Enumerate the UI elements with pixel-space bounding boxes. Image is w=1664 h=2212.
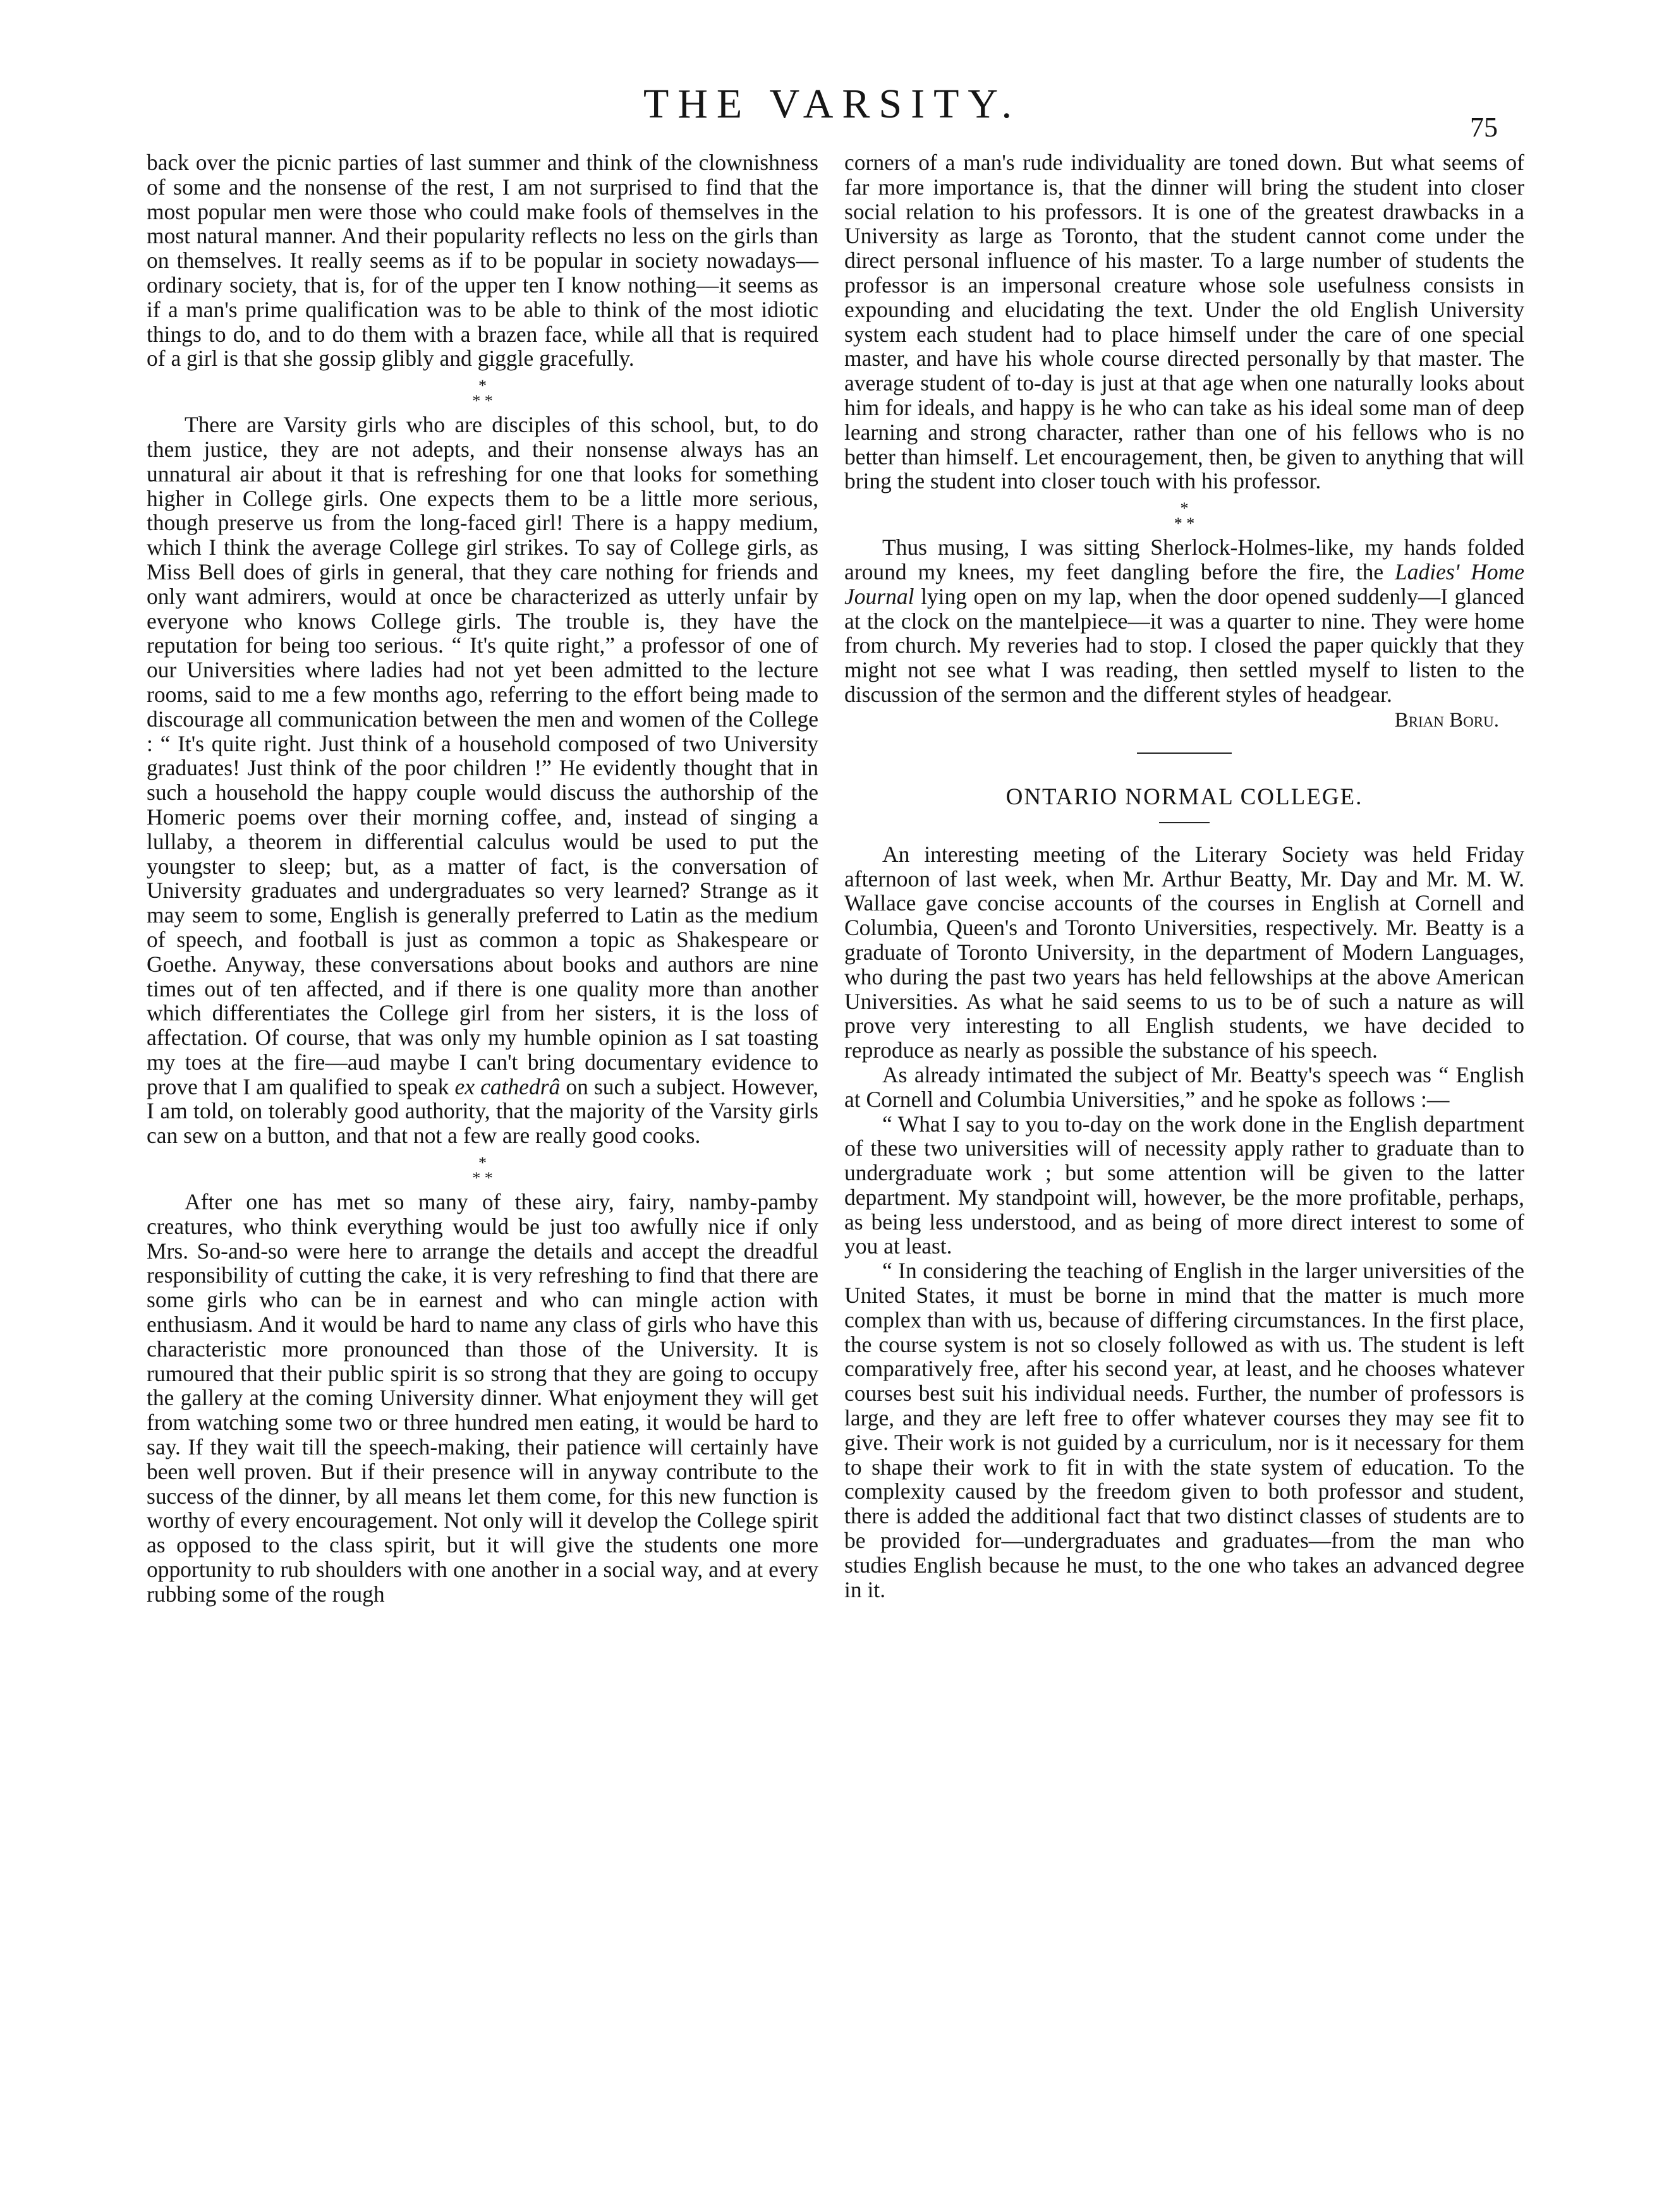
page-number: 75	[1470, 112, 1498, 143]
section-break	[147, 1156, 818, 1186]
asterism-bottom: * *	[472, 392, 493, 411]
paragraph: As already intimated the subject of Mr. Beatty's speech was “ English at Cornell and Columbia Universities,” and he spoke as follows :—	[844, 1061, 1524, 1112]
paragraph: “ What I say to you to-day on the work done in the English department of these two universities will of necessity apply rather to graduate than to undergraduate work ; but some attention will be given to the latter department. My standpoint will, however, be the more profitable, perhaps, as being less understood, and as being of more direct interest to some of you at least.	[844, 1111, 1524, 1259]
section-heading: ONTARIO NORMAL COLLEGE.	[1005, 783, 1363, 810]
asterism-bottom: * *	[472, 1169, 493, 1188]
paragraph-text: There are Varsity girls who are disciples of this school, but, to do them justice, they are not adepts, and their nonsense always has an unnatural air about it that is refreshing for one that looks for something higher in College girls. One expects them to be a little more serious, though preserve us from the long-faced girl! There is a happy medium, which I think the average College girl strikes. To say of College girls, as Miss Bell does of girls in general, that they care nothing for friends and only want admirers, would at once be characterized as utterly unfair by everyone who knows College girls. The trouble is, they have the reputation for being too serious. “ It's quite right,” a professor of one of our Universities where ladies had not yet been admitted to the lecture rooms, said to me a few months ago, referring to the effort being made to discourage all communication between the men and women of the College : “ It's quite right. Just think of a household composed of two University graduates! Just think of the poor children !” He evidently thought that in such a household the happy couple would discuss the authorship of the Homeric poems over their morning coffee, and, instead of singing a lullaby, a theorem in differential calculus would be used to put the youngster to sleep; but, as a matter of fact, is the conversation of University graduates and undergraduates so very learned? Strange as it may seem to some, English is generally preferred to Latin as the medium of speech, and football is just as common a topic as Shakespeare or Goethe. Anyway, these conversations about books and authors are nine times out of ten affected, and if there is one quality more than another which differentiates the College girl from her sisters, it is the loss of affectation. Of course, that was only my humble opinion as I sat toasting my toes at the fire—aud maybe I can't bring documentary evidence to prove that I am qualified to speak	[147, 412, 818, 1099]
asterism-top: *	[1180, 499, 1189, 518]
italic-title: Ladies' Home Journal	[844, 559, 1524, 609]
right-column	[844, 150, 1524, 1602]
masthead: THE VARSITY.	[643, 81, 1021, 127]
paragraph: An interesting meeting of the Literary Society was held Friday afternoon of last week, when Mr. Arthur Beatty, Mr. Day and Mr. M. W. Wallace gave concise accounts of the courses in English at Cornell and Columbia, Queen's and Toronto Universities, respectively. Mr. Beatty is a graduate of Toronto University, in the department of Modern Languages, who during the past two years has held fellowships at the above American Universities. As what he said seems to us to be of such a nature as will prove very interesting to all English students, we have decided to reproduce as nearly as possible the substance of his speech.	[844, 841, 1524, 1063]
left-column	[147, 150, 818, 1607]
paragraph-text: on such a subject. However, I am told, on tolerably good authority, that the majority of the Varsity girls can sew on a button, and that not a few are really good cooks.	[147, 1073, 819, 1149]
paragraph	[147, 413, 818, 1148]
paragraph: corners of a man's rude individuality are toned down. But what seems of far more importance is, that the dinner will bring the student into closer social relation to his professors. It is one of the greatest drawbacks in a University as large as Toronto, that the student cannot come under the direct personal influence of his master. To a large number of students the professor is an impersonal creature whose sole usefulness consists in expounding and elucidating the text. Under the old English University system each student had to place himself under the care of one special master, and have his whole course directed personally by that master. The average student of to-day is just at that age when one naturally looks about him for ideals, and happy is he who can take as his ideal some man of deep learning and strong character, rather than one of his fellows who is no better than himself. Let encouragement, then, be given to anything that will bring the student into closer touch with his professor.	[844, 150, 1524, 494]
paragraph-text: Thus musing, I was sitting Sherlock-Holmes-like, my hands folded around my knees, my feet dangling before the fire, the	[844, 535, 1524, 584]
paragraph: “ In considering the teaching of English in the larger universities of the United States, it must be borne in mind that the matter is much more complex than with us, because of differing circumstances. In the first place, the course system is not so closely followed as with us. The student is left comparatively free, after his second year, at least, and he chooses whatever courses best suit his individual needs. Further, the number of professors is large, and they are left free to offer whatever courses they may see fit to give. Their work is not guided by a curriculum, nor is it necessary for them to shape their work to fit in with the state system of education. To the complexity caused by the freedom given to both professor and student, there is added the additional fact that two distinct classes of students are to be provided for—undergraduates and graduates—from the man who studies English because he must, to the one who takes an advanced degree in it.	[844, 1258, 1524, 1602]
asterism-top: *	[478, 1154, 487, 1173]
italic-phrase: ex cathedrâ	[454, 1073, 561, 1099]
paragraph-text: lying open on my lap, when the door opened suddenly—I glanced at the clock on the mantelpiece—it was a quarter to nine. They were home from church. My reveries had to stop. I closed the paper quickly that they might not see what I was reading, then settled myself to listen to the discussion of the sermon and the different styles of headgear.	[844, 583, 1525, 707]
paragraph: After one has met so many of these airy, fairy, namby-pamby creatures, who think everything would be just too awfully nice if only Mrs. So-and-so were here to arrange the details and accept the dreadful responsibility of cutting the cake, it is very refreshing to find that there are some girls who can be in earnest and who can mingle action with enthusiasm. And it would be hard to name any class of girls who have this characteristic more pronounced than those of the University. It is rumoured that their public spirit is so strong that they are going to occupy the gallery at the coming University dinner. What enjoyment they will get from watching some two or three hundred men eating, it would be hard to say. If they wait till the speech-making, their patience will certainly have been well proven. But if their presence will in anyway contribute to the success of the dinner, by all means let them come, for this new function is worthy of every encouragement. Not only will it develop the College spirit as opposed to the class spirit, but it will give the students one more opportunity to rub shoulders with one another in a social way, and at every rubbing some of the rough	[147, 1189, 818, 1607]
section-break	[844, 501, 1524, 531]
paragraph: back over the picnic parties of last summer and think of the clownishness of some and the nonsense of the rest, I am not surprised to find that the most popular men were those who could make fools of themselves in the most natural manner. And their popularity reflects no less on the girls than on themselves. It really seems as if to be popular in society nowadays—ordinary society, that is, for of the upper ten I know nothing—it seems as if a man's prime qualification was to be able to think of the most idiotic things to do, and to do them with a brazen face, while all that is required of a girl is that she gossip glibly and giggle gracefully.	[147, 150, 818, 372]
paragraph	[844, 535, 1524, 707]
section-break	[147, 378, 818, 409]
author-signature: Brian Boru.	[1394, 708, 1499, 732]
asterism-bottom: * *	[1174, 514, 1195, 533]
asterism-top: *	[478, 377, 487, 396]
